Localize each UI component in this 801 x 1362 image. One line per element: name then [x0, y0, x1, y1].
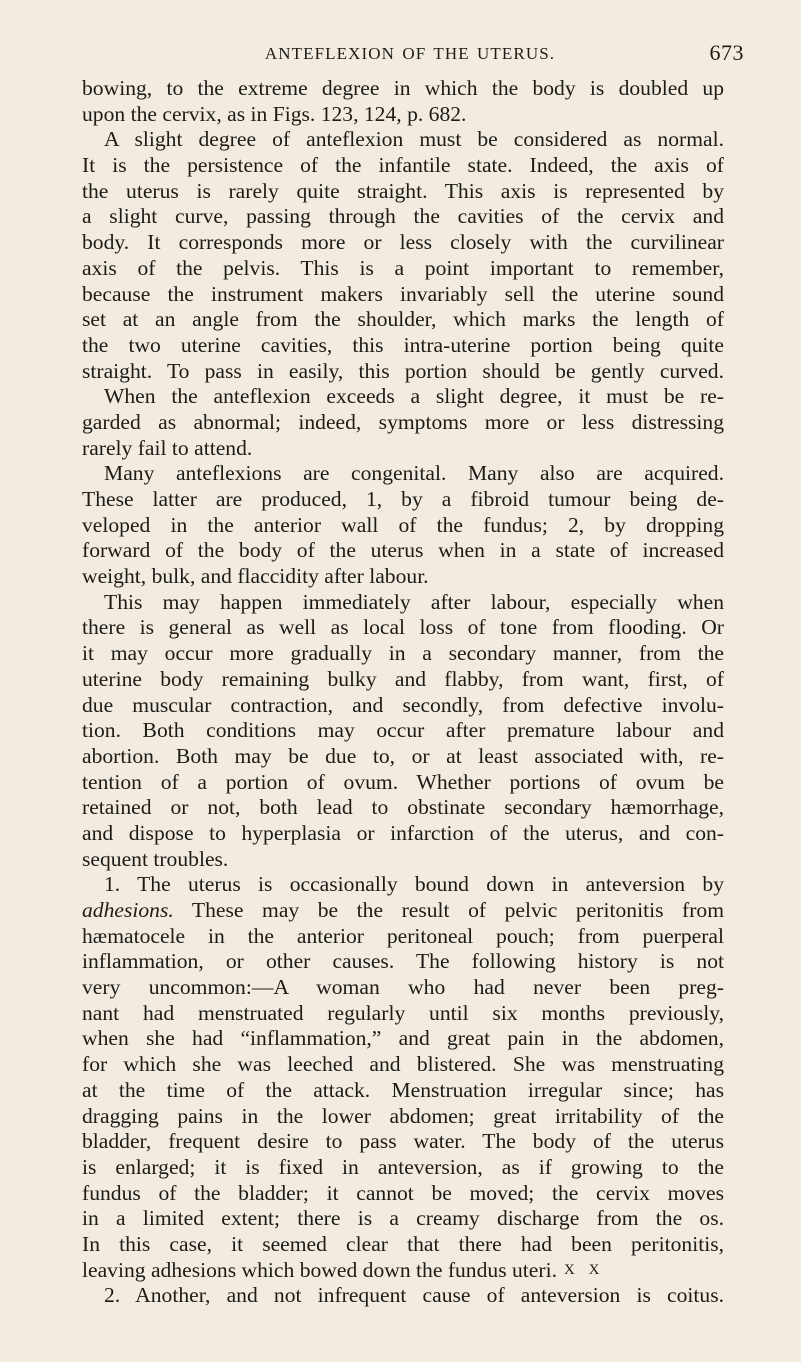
text-line: it may occur more gradually in a secondary manner, from the	[82, 641, 724, 666]
running-title: ANTEFLEXION OF THE UTERUS.	[264, 44, 556, 63]
text-line: This may happen immediately after labour, especially when	[104, 589, 724, 614]
text-line: upon the cervix, as in Figs. 123, 124, p. 682.	[82, 101, 467, 126]
text-line: the two uterine cavities, this intra-uterine portion being quite	[82, 332, 724, 357]
text-line: leaving adhesions which bowed down the fundus uteri.	[82, 1257, 557, 1282]
text-line: uterine body remaining bulky and flabby, from want, first, of	[82, 666, 724, 691]
text-line: nant had menstruated regularly until six months previously,	[82, 1000, 724, 1025]
text-line: the uterus is rarely quite straight. This axis is represented by	[82, 178, 724, 203]
text-line: there is general as well as local loss of tone from flooding. Or	[82, 615, 724, 640]
text-line: tion. Both conditions may occur after premature labour and	[82, 718, 724, 743]
text-line: for which she was leeched and blistered. She was menstruating	[82, 1052, 724, 1077]
text-line: Many anteflexions are congenital. Many also are acquired.	[104, 461, 724, 486]
text-line: at the time of the attack. Menstruation irregular since; has	[82, 1077, 724, 1102]
text-line: garded as abnormal; indeed, symptoms more or less distressing	[82, 409, 724, 434]
text-line: and dispose to hyperplasia or infarction of the uterus, and con-	[82, 820, 724, 845]
text-line: when she had “inflammation,” and great pain in the abdomen,	[82, 1026, 724, 1051]
text-line: It is the persistence of the infantile state. Indeed, the axis of	[82, 153, 724, 178]
text-line: veloped in the anterior wall of the fundus; 2, by dropping	[82, 512, 724, 537]
text-line: a slight curve, passing through the cavities of the cervix and	[82, 204, 724, 229]
text-line: bowing, to the extreme degree in which the body is doubled up	[82, 76, 724, 100]
text-line: When the anteflexion exceeds a slight degree, it must be re-	[104, 384, 724, 409]
text-line: tention of a portion of ovum. Whether portions of ovum be	[82, 769, 724, 794]
text-line: 2. Another, and not infrequent cause of anteversion is coitus.	[104, 1283, 724, 1308]
page-number: 673	[709, 40, 744, 65]
running-head	[80, 40, 744, 70]
text-line: rarely fail to attend.	[82, 435, 253, 460]
text-line: 1. The uterus is occasionally bound down in anteversion by	[104, 872, 724, 897]
text-line: due muscular contraction, and secondly, from defective involu-	[82, 692, 724, 717]
text-line: axis of the pelvis. This is a point important to remember,	[82, 255, 724, 280]
text-line: forward of the body of the uterus when in a state of increased	[82, 538, 724, 563]
text-line: inflammation, or other causes. The following history is not	[82, 949, 724, 974]
text-line: in a limited extent; there is a creamy discharge from the os.	[82, 1206, 724, 1231]
text-line: In this case, it seemed clear that there had been peritonitis,	[82, 1231, 724, 1256]
text-line: These latter are produced, 1, by a fibroid tumour being de-	[82, 487, 724, 511]
text-line: dragging pains in the lower abdomen; great irritability of the	[82, 1103, 724, 1128]
text-line: A slight degree of anteflexion must be considered as normal.	[104, 127, 724, 152]
text-line: straight. To pass in easily, this portion should be gently curved.	[82, 358, 724, 383]
text-line: adhesions. These may be the result of pelvic peritonitis from	[82, 898, 724, 922]
text-line: sequent troubles.	[82, 846, 229, 871]
text-line: bladder, frequent desire to pass water. The body of the uterus	[82, 1129, 724, 1154]
text-line: body. It corresponds more or less closely with the curvilinear	[82, 230, 724, 255]
text-line: is enlarged; it is fixed in anteversion, as if growing to the	[82, 1154, 724, 1179]
text-line: fundus of the bladder; it cannot be moved; the cervix moves	[82, 1180, 724, 1205]
signature-mark: X X	[564, 1262, 605, 1278]
text-line: because the instrument makers invariably sell the uterine sound	[82, 281, 724, 306]
text-line: weight, bulk, and flaccidity after labour.	[82, 564, 429, 589]
text-line: abortion. Both may be due to, or at least associated with, re-	[82, 743, 724, 768]
body-text	[82, 76, 724, 1309]
text-line: hæmatocele in the anterior peritoneal pouch; from puerperal	[82, 923, 724, 948]
text-line: set at an angle from the shoulder, which marks the length of	[82, 307, 724, 332]
text-line: retained or not, both lead to obstinate secondary hæmorrhage,	[82, 795, 724, 820]
text-line: very uncommon:—A woman who had never been preg-	[82, 975, 724, 1000]
